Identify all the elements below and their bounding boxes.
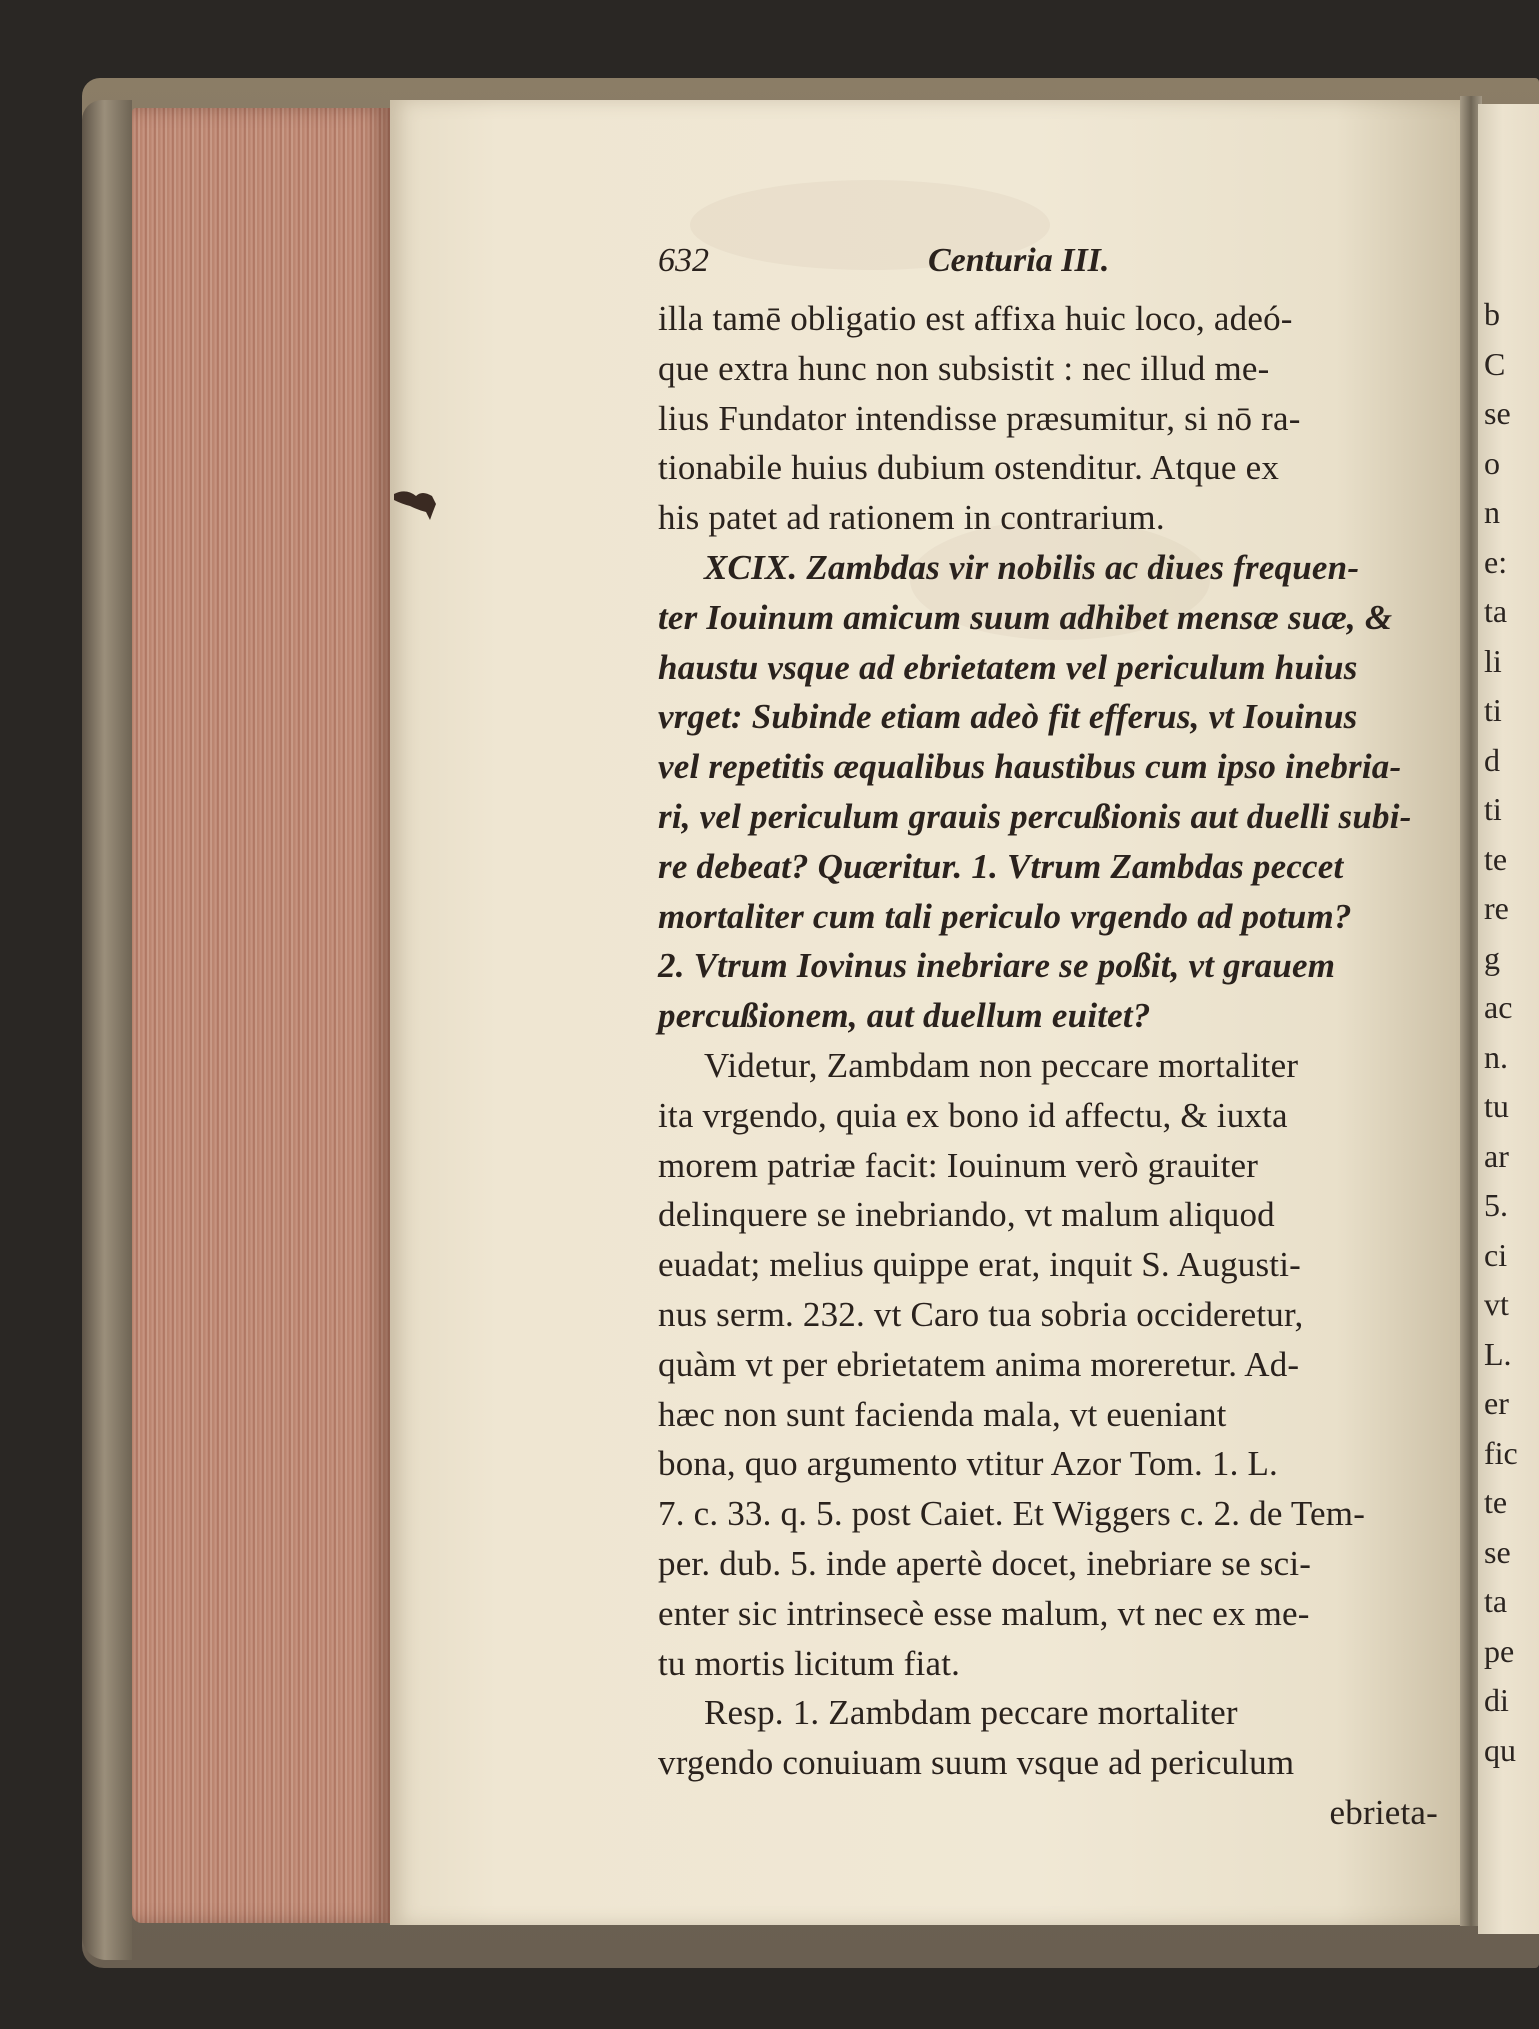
facing-page-fragment: te [1484,1484,1508,1520]
ink-mark-icon [392,484,448,524]
facing-page [1478,104,1539,1934]
facing-page-fragment: re [1484,890,1509,926]
text-line: re debeat? Quæritur. 1. Vtrum Zambdas peccet [658,846,1344,886]
text-line: lius Fundator intendisse præsumitur, si nō ra- [658,398,1301,438]
facing-page-fragment: fic [1484,1434,1518,1471]
facing-page-fragment: qu [1484,1731,1516,1768]
text-line: hæc non sunt facienda mala, vt eueniant [658,1394,1227,1434]
facing-page-fragment: ti [1484,791,1502,827]
text-line: enter sic intrinsecè esse malum, vt nec ex me- [658,1593,1310,1633]
facing-page-fragment: se [1484,1533,1511,1570]
text-line: ri, vel periculum grauis percußionis aut duelli subi- [658,796,1412,836]
text-line: XCIX. Zambdas vir nobilis ac diues frequen- [704,547,1360,587]
page-number: 632 [658,242,709,279]
facing-page-fragment: C [1484,345,1506,382]
facing-page-fragment: ci [1484,1236,1508,1273]
facing-page-fragment: 5. [1484,1187,1508,1223]
text-line: vrgendo conuiuam suum vsque ad periculum [658,1743,1295,1783]
text-line: illa tamē obligatio est affixa huic loco, adeó- [658,299,1293,338]
text-line: haustu vsque ad ebrietatem vel periculum huius [658,647,1358,687]
page-edges [132,108,390,1923]
text-line: ebrieta- [1329,1792,1438,1832]
text-line: mortaliter cum tali periculo vrgendo ad potum? [658,896,1352,936]
text-line: ita vrgendo, quia ex bono id affectu, & iuxta [658,1095,1288,1135]
facing-page-fragment: L. [1484,1335,1512,1372]
facing-page-fragment: ta [1484,593,1508,629]
facing-page-fragment: b [1484,296,1500,332]
text-line: tu mortis licitum fiat. [658,1643,961,1683]
facing-page-fragment: te [1484,840,1508,877]
text-line: vrget: Subinde etiam adeò fit efferus, vt Iouinus [658,697,1358,737]
text-line: nus serm. 232. vt Caro tua sobria occideretur, [658,1294,1304,1334]
text-line: 2. Vtrum Iovinus inebriare se poßit, vt grauem [658,946,1336,986]
text-line: ter Iouinum amicum suum adhibet mensæ suæ, & [658,597,1393,637]
text-line: morem patriæ facit: Iouinum verò grauiter [658,1145,1259,1185]
text-line: tionabile huius dubium ostenditur. Atque ex [658,448,1280,488]
facing-page-fragment: di [1484,1682,1509,1718]
facing-page-fragment: n [1484,494,1500,530]
running-head-title: Centuria III. [928,242,1110,279]
text-lines [658,294,1438,1838]
facing-page-fragment: g [1484,939,1500,976]
book-spine [82,100,132,1960]
facing-page-fragment: e: [1484,543,1508,580]
text-line: vel repetitis æqualibus haustibus cum ipso inebria- [658,747,1402,787]
facing-page-fragment: n. [1484,1038,1508,1075]
page-text-block [658,242,1438,1838]
facing-page-fragment: ti [1484,692,1502,728]
facing-page-fragment: ta [1484,1583,1508,1619]
text-line: delinquere se inebriando, vt malum aliquod [658,1195,1275,1235]
facing-page-fragment: o [1484,444,1500,481]
text-line: percußionem, aut duellum euitet? [658,996,1151,1036]
text-line: Resp. 1. Zambdam peccare mortaliter [704,1693,1238,1733]
facing-page-fragment: d [1484,741,1500,778]
facing-page-fragment: ar [1484,1137,1509,1174]
running-head [658,242,1438,294]
text-line: his patet ad rationem in contrarium. [658,498,1165,538]
facing-page-fragment: li [1484,642,1502,679]
text-line: bona, quo argumento vtitur Azor Tom. 1. L. [658,1444,1278,1484]
facing-page-fragment: ac [1484,989,1513,1025]
facing-page-fragment: pe [1484,1632,1515,1669]
text-line: per. dub. 5. inde apertè docet, inebriare se sci- [658,1543,1312,1583]
text-line: euadat; melius quippe erat, inquit S. Augusti- [658,1245,1301,1285]
facing-page-fragment: tu [1484,1088,1509,1124]
facing-page-fragment: vt [1484,1286,1509,1322]
text-line: que extra hunc non subsistit : nec illud me- [658,348,1270,388]
text-line: 7. c. 33. q. 5. post Caiet. Et Wiggers c. 2. de Tem- [658,1494,1366,1534]
text-line: quàm vt per ebrietatem anima moreretur. Ad- [658,1344,1300,1384]
facing-page-fragment: se [1484,395,1511,431]
text-line: Videtur, Zambdam non peccare mortaliter [704,1045,1299,1085]
facing-page-fragment: er [1484,1385,1509,1421]
